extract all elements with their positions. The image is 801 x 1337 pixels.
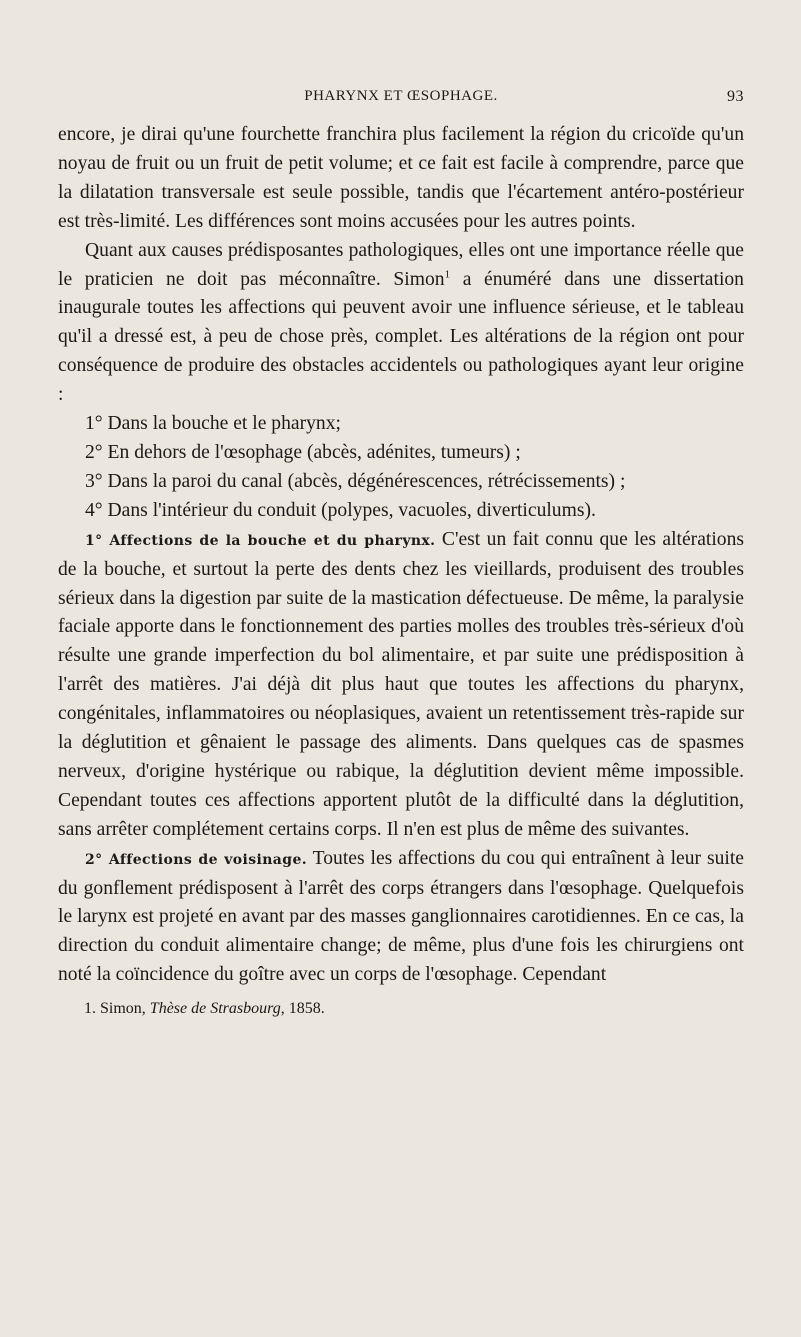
footnote-year: , 1858. — [280, 1000, 325, 1018]
paragraph-causes — [58, 237, 744, 410]
footnote-reference: 1 — [444, 268, 451, 280]
section-neighbourhood — [58, 845, 744, 991]
footnote-title: Thèse de Strasbourg — [149, 1000, 281, 1018]
list-item: 2° En dehors de l'œsophage (abcès, adénites, tumeurs) ; — [85, 441, 521, 463]
footnote-number: 1. — [84, 1000, 96, 1018]
section-text: C'est un fait connu que les altérations de la bouche, et surtout la perte des dents chez les vieillards, produisent des troubles sérieux dans la digestion par suite de la mastication défectueuse. De même, la paralysie faciale apporte dans le fonctionnement des parties molles des troubles très-sérieux d'où résulte une grande imperfection du bol alimentaire, et par suite une prédisposition à l'arrêt des matières. J'ai déjà dit plus haut que toutes les affections du pharynx, congénitales, inflammatoires ou néoplasiques, avaient un retentissement très-rapide sur la déglutition et gênaient le passage des aliments. Dans quelques cas de spasmes nerveux, d'origine hystérique ou rabique, la déglutition devient même impossible. Cependant toutes ces affections apportent plutôt de la difficulté dans la déglutition, sans arrêter complétement certains corps. Il n'en est plus de même des suivantes. — [58, 528, 744, 840]
paragraph-continuation: encore, je dirai qu'une fourchette franchira plus facilement la région du cricoïde qu'un noyau de fruit ou un fruit de petit volume; et ce fait est facile à comprendre, parce que la dilatation transversale est seule possible, tandis que l'écartement antéro-postérieur est très-limité. Les différences sont moins accusées pour les autres points. — [58, 124, 744, 232]
section-heading: 2° Affections de voisinage. — [85, 851, 308, 868]
footnote-author: Simon, — [96, 1000, 150, 1018]
page-header — [58, 88, 744, 118]
body-text — [58, 121, 744, 990]
footnote — [58, 998, 744, 1020]
running-title: PHARYNX ET ŒSOPHAGE. — [304, 88, 498, 104]
section-mouth-pharynx — [58, 526, 744, 845]
paragraph-causes-text: Quant aux causes prédisposantes pathologiques, elles ont une importance réelle que le praticien ne doit pas méconnaître. Simon — [58, 239, 744, 290]
paragraph-causes-text-continued: a énuméré dans une dissertation inaugurale toutes les affections qui peuvent avoir une influence sérieuse, et le tableau qu'il a dressé est, à peu de chose près, complet. Les altérations de la région ont pour conséquence de produire des obstacles accidentels ou pathologiques ayant leur origine : — [58, 268, 744, 406]
book-page — [58, 88, 744, 1020]
section-heading: 1° Affections de la bouche et du pharynx. — [85, 532, 436, 549]
section-text: Toutes les affections du cou qui entraînent à leur suite du gonflement prédisposent à l'arrêt des corps étrangers dans l'œsophage. Quelquefois le larynx est projeté en avant par des masses ganglionnaires carotidiennes. En ce cas, la direction du conduit alimentaire change; de même, plus d'une fois les chirurgiens ont noté la coïncidence du goître avec un corps de l'œsophage. Cependant — [58, 847, 745, 986]
list-item: 3° Dans la paroi du canal (abcès, dégénérescences, rétrécissements) ; — [85, 470, 626, 492]
page-number: 93 — [727, 88, 744, 105]
list-item: 4° Dans l'intérieur du conduit (polypes, vacuoles, diverticulums). — [85, 499, 596, 521]
list-item: 1° Dans la bouche et le pharynx; — [85, 413, 341, 435]
